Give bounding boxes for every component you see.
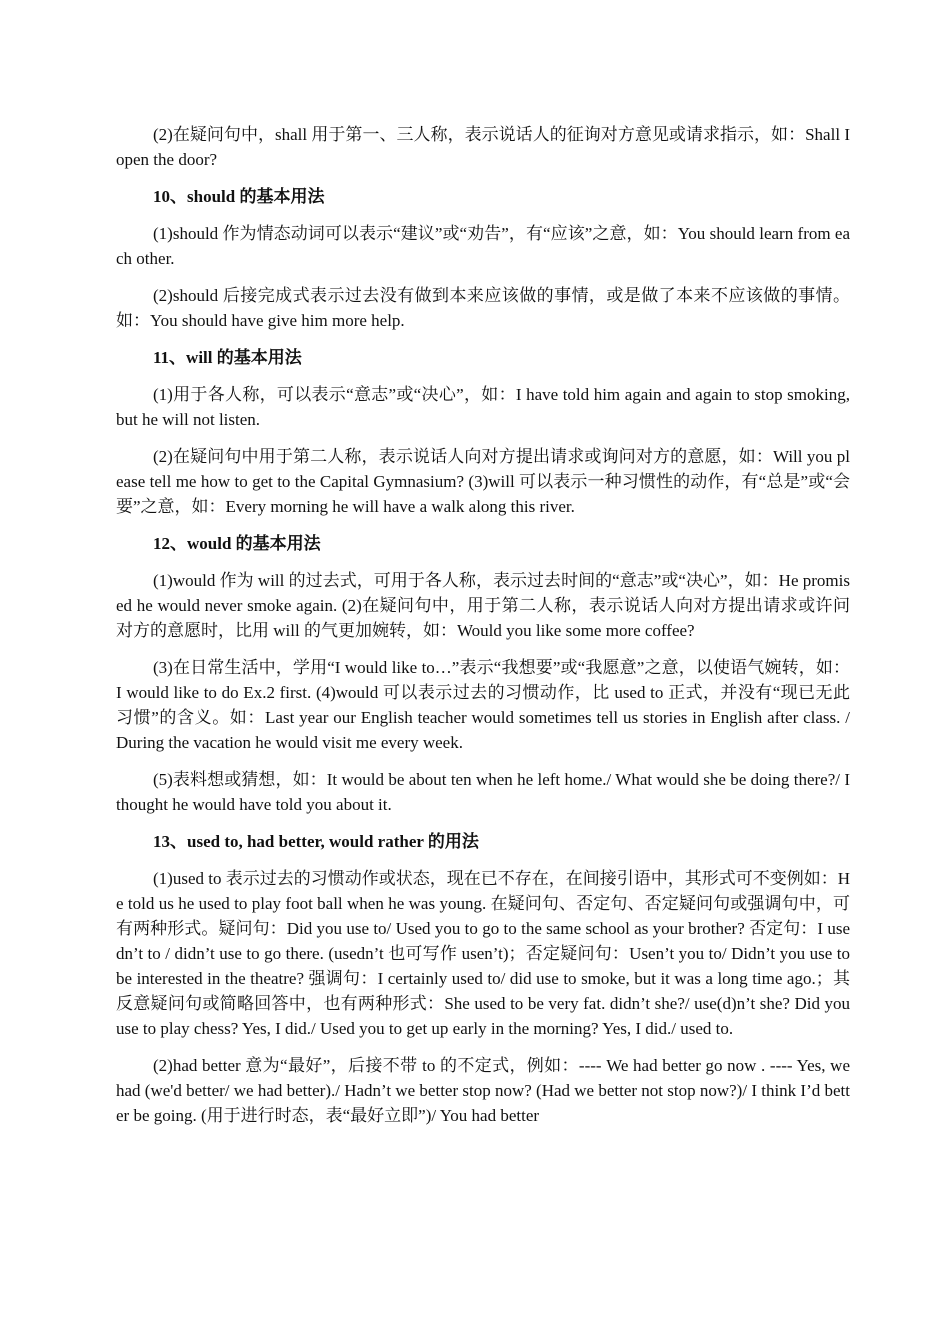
paragraph-would-guess: (5)表料想或猜想，如：It would be about ten when he left home./ What would she be doing there?/ I thought he would have told you about it.	[116, 770, 850, 814]
heading-will-usage: 11、will 的基本用法	[153, 348, 302, 367]
paragraph-used-to: (1)used to 表示过去的习惯动作或状态，现在已不存在，在间接引语中，其形式可不变例如：He told us he used to play foot ball when he was young. 在疑问句、否定句、否定疑问句或强调句中，可有两种形式。疑问句：Did you use to/ Used you to go to the same school as your brother? 否定句：I usedn’t to / didn’t use to go there. (usedn’t 也可写作 usen’t)；否定疑问句：Usen’t you to/ Didn’t you use to be interested in the theatre? 强调句：I certainly used to/ did use to smoke, but it was a long time ago.；其反意疑问句或简略回答中，也有两种形式：She used to be very fat. didn’t she?/ use(d)n’t she? Did you use to play chess? Yes, I did./ Used you to get up early in the morning? Yes, I did./ used to.	[116, 869, 850, 1038]
paragraph-had-better: (2)had better 意为“最好”，后接不带 to 的不定式，例如：---- We had better go now . ---- Yes, we had (we'd better/ we had better)./ Hadn’t we better stop now? (Had we better not stop now?)/ I think I’d better be going. (用于进行时态，表“最好立即”)/ You had better	[116, 1056, 850, 1125]
paragraph-should-perfect: (2)should 后接完成式表示过去没有做到本来应该做的事情，或是做了本来不应该做的事情。如：You should have give him more help.	[116, 286, 850, 330]
heading-would-usage: 12、would 的基本用法	[153, 534, 321, 553]
paragraph-will-determination: (1)用于各人称，可以表示“意志”或“决心”，如：I have told him again and again to stop smoking, but he will not listen.	[116, 385, 850, 429]
paragraph-shall-question: (2)在疑问句中，shall 用于第一、三人称，表示说话人的征询对方意见或请求指示，如：Shall I open the door?	[116, 125, 850, 169]
heading-used-to-had-better: 13、used to, had better, would rather 的用法	[153, 832, 479, 851]
paragraph-should-advice: (1)should 作为情态动词可以表示“建议”或“劝告”，有“应该”之意，如：You should learn from each other.	[116, 224, 850, 268]
heading-should-usage: 10、should 的基本用法	[153, 187, 325, 206]
document-body	[116, 122, 850, 1140]
paragraph-would-like-to: (3)在日常生活中，学用“I would like to…”表示“我想要”或“我愿意”之意，以使语气婉转，如：I would like to do Ex.2 first. (4)would 可以表示过去的习惯动作，比 used to 正式，并没有“现已无此习惯”的含义。如：Last year our English teacher would sometimes tell us stories in English after class. / During the vacation he would visit me every week.	[116, 658, 850, 752]
paragraph-will-question-habit: (2)在疑问句中用于第二人称，表示说话人向对方提出请求或询问对方的意愿，如：Will you please tell me how to get to the Capital Gymnasium? (3)will 可以表示一种习惯性的动作，有“总是”或“会要”之意，如：Every morning he will have a walk along this river.	[116, 447, 850, 516]
paragraph-would-past-will: (1)would 作为 will 的过去式，可用于各人称，表示过去时间的“意志”或“决心”，如：He promised he would never smoke again. (2)在疑问句中，用于第二人称，表示说话人向对方提出请求或许问对方的意愿时，比用 will 的气更加婉转，如：Would you like some more coffee?	[116, 571, 850, 640]
